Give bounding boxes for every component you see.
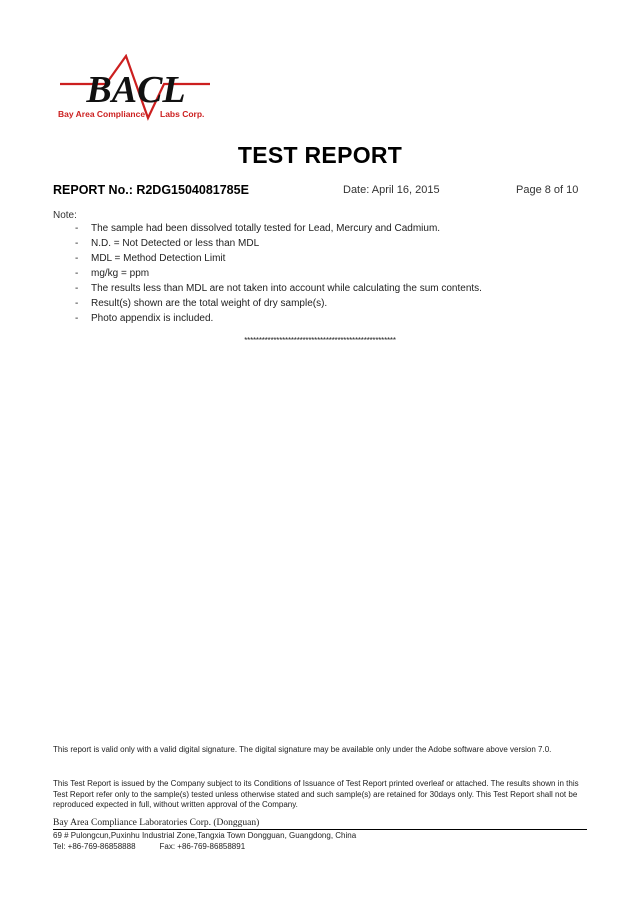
note-item [75, 296, 482, 311]
note-item [75, 221, 482, 236]
note-dash: - [75, 268, 79, 279]
footer-phones [53, 842, 356, 853]
note-text: N.D. = Not Detected or less than MDL [91, 238, 260, 249]
notes-list [75, 221, 482, 326]
note-label: Note: [53, 210, 77, 221]
note-text: Result(s) shown are the total weight of dry sample(s). [91, 298, 328, 309]
note-dash: - [75, 283, 79, 294]
footer-tel: Tel: +86-769-86858888 [53, 841, 136, 851]
end-separator: **************************************************** [244, 336, 396, 345]
note-text: MDL = Method Detection Limit [91, 253, 226, 264]
note-dash: - [75, 253, 79, 264]
report-title: TEST REPORT [237, 142, 403, 168]
note-text: mg/kg = ppm [91, 268, 150, 279]
bacl-logo [56, 54, 216, 124]
note-item [75, 251, 482, 266]
note-item [75, 311, 482, 326]
report-date: Date: April 16, 2015 [343, 184, 440, 196]
footer-divider [53, 829, 587, 830]
note-item [75, 281, 482, 296]
signature-disclaimer: This report is valid only with a valid digital signature. The digital signature may be available only under the Adobe software above version 7.0. [53, 745, 552, 754]
note-dash: - [75, 313, 79, 324]
footer-company: Bay Area Compliance Laboratories Corp. (Dongguan) [53, 818, 260, 828]
logo-tagline-right: Labs Corp. [160, 109, 205, 119]
issuance-disclaimer: This Test Report is issued by the Company subject to its Conditions of Issuance of Test Report printed overleaf or attached. The results shown in this Test Report refer only to the sample(s) tested unless otherwise stated and such sample(s) are retained for 30days only. This Test Report shall not be reproduced expected in full, without written approval of the Company. [53, 779, 579, 809]
footer-fax: Fax: +86-769-86858891 [159, 841, 246, 851]
note-dash: - [75, 238, 79, 249]
note-text: The results less than MDL are not taken into account while calculating the sum contents. [91, 283, 482, 294]
note-text: The sample had been dissolved totally tested for Lead, Mercury and Cadmium. [91, 223, 441, 234]
note-item [75, 266, 482, 281]
note-dash: - [75, 298, 79, 309]
note-item [75, 236, 482, 251]
footer-contact [53, 831, 356, 852]
page-number: Page 8 of 10 [516, 184, 579, 196]
report-number: REPORT No.: R2DG1504081785E [53, 183, 249, 197]
footer-address: 69 # Pulongcun,Puxinhu Industrial Zone,Tangxia Town Dongguan, Guangdong, China [53, 831, 357, 840]
note-dash: - [75, 223, 79, 234]
note-text: Photo appendix is included. [91, 313, 214, 324]
logo-tagline-left: Bay Area Compliance [58, 109, 146, 119]
logo-wordmark: BACL [86, 69, 186, 111]
